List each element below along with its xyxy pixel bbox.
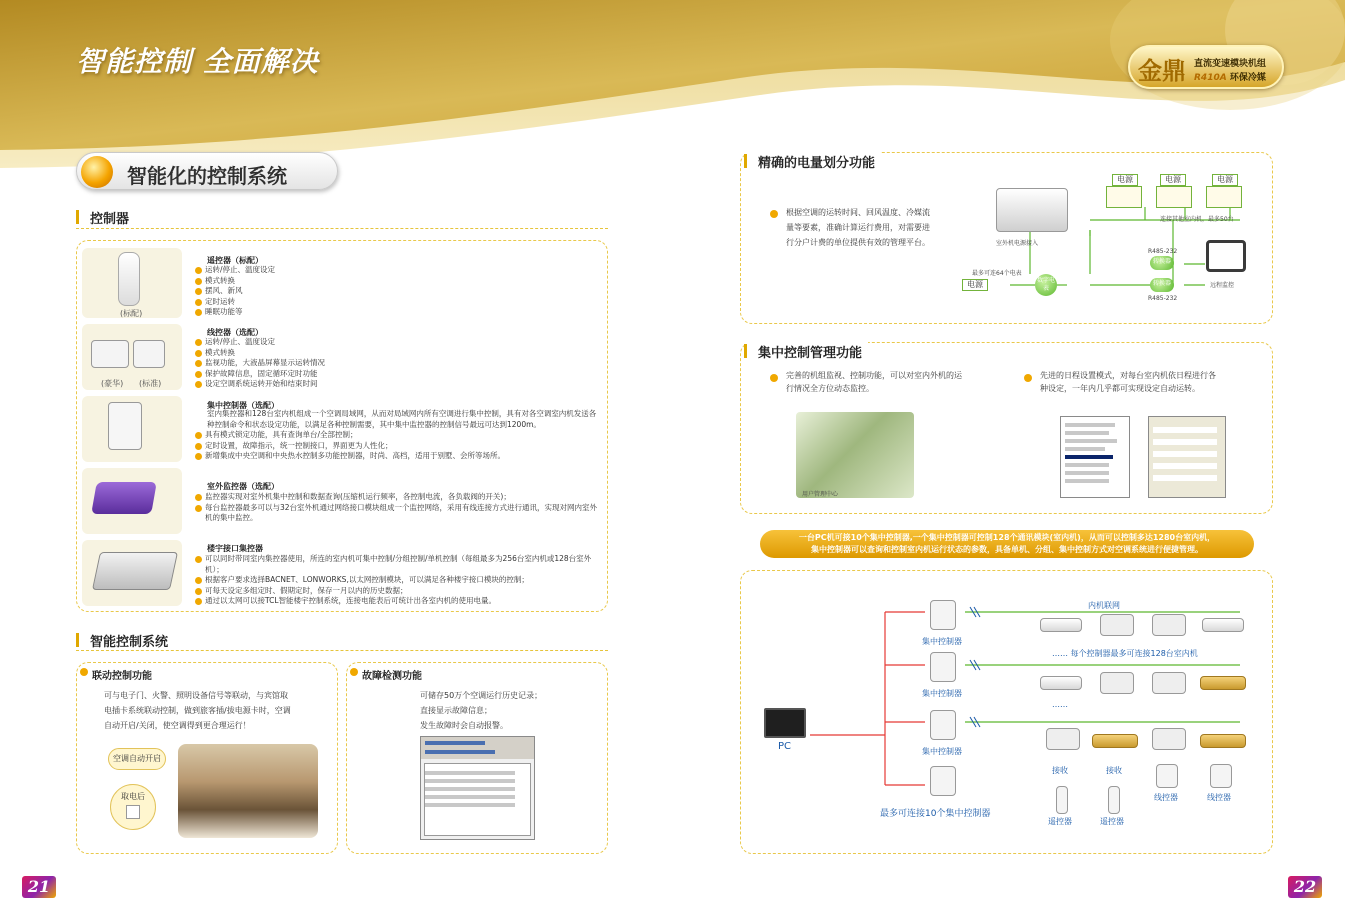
page-number-left: 21 <box>22 876 56 898</box>
indoor-unit-image <box>1152 672 1186 694</box>
fault-heading: 故障检测功能 <box>350 667 422 682</box>
per-controller-label: …… 每个控制器最多可连接128台室内机 <box>1052 649 1198 658</box>
indoor-unit-image <box>1152 728 1186 750</box>
list-item: 每台监控器最多可以与32台室外机通过网络接口模块组成一个监控网络，采用有线连接方式进行通讯，实现对网内室外机的集中监控。 <box>195 503 599 524</box>
item-title: 遥控器（标配） <box>207 256 263 265</box>
outdoor-unit-image <box>996 188 1068 232</box>
duct-unit-image <box>1092 734 1138 748</box>
central-controller-icon <box>930 710 956 740</box>
power-tag: 电源 <box>1160 174 1186 186</box>
converter-node: 转换器 <box>1150 278 1174 292</box>
remote-controller-image <box>118 252 140 306</box>
indoor-unit-image <box>1046 728 1080 750</box>
bullet-icon <box>770 210 778 218</box>
card-switch-bubble: 取电后 <box>110 784 156 830</box>
list-item: 模式转换 <box>195 348 595 359</box>
central-controller-label: 集中控制器 <box>922 637 962 646</box>
item-points <box>195 265 595 318</box>
monitor-icon <box>1206 240 1246 272</box>
list-item: 睡眠功能等 <box>195 307 595 318</box>
page-title: 智能化的控制系统 <box>127 164 287 188</box>
digital-meter-node: 数字电表 <box>1035 274 1057 296</box>
power-tag: 电源 <box>1112 174 1138 186</box>
list-item: 可每天设定多组定时、假期定时，保存一月以内的历史数据； <box>195 586 599 597</box>
item-title: 楼宇接口集控器 <box>207 544 263 553</box>
pc-label: PC <box>778 741 792 752</box>
building-illustration <box>796 412 914 498</box>
central-controller-label: 集中控制器 <box>922 747 962 756</box>
brand-mark: 金鼎 <box>1138 56 1186 85</box>
list-item: 运转/停止、温度设定 <box>195 265 595 276</box>
pc-laptop-icon <box>764 708 806 738</box>
smart-system-heading: 智能控制系统 <box>76 631 168 650</box>
central-controller-icon <box>930 766 956 796</box>
item-points <box>195 430 599 462</box>
building-interface-image <box>92 552 178 590</box>
divider <box>76 650 608 651</box>
list-item: 运转/停止、温度设定 <box>195 337 595 348</box>
wired-controller-deluxe-image <box>91 340 129 368</box>
brand-line2: R410A 环保冷媒 <box>1194 73 1266 83</box>
wired-controller-icon <box>1156 764 1178 788</box>
device-caption: (标准) <box>139 379 162 388</box>
remote-label: 遥控器 <box>1048 817 1072 826</box>
list-item: 根据客户要求选择BACNET、LONWORKS,以太网控制模块，可以满足各种楼宇接口模块的控制； <box>195 575 599 586</box>
list-item: 保护故障信息，固定循环定时功能 <box>195 369 595 380</box>
tree-view-screenshot <box>1060 416 1130 498</box>
list-item: 定时运转 <box>195 297 595 308</box>
power-tag: 电源 <box>1212 174 1238 186</box>
central-controller-icon <box>930 600 956 630</box>
indoor-unit-icon <box>1106 186 1142 208</box>
receive-label: 接收 <box>1052 766 1068 775</box>
list-item: 摆风、新风 <box>195 286 595 297</box>
page-number-right: 22 <box>1288 876 1322 898</box>
page-title-pill <box>76 152 338 190</box>
remote-label: 遥控器 <box>1100 817 1124 826</box>
device-caption: (豪华) <box>101 379 124 388</box>
item-title: 集中控制器（选配） <box>207 401 279 410</box>
power-tag: 电源 <box>962 279 988 291</box>
duct-unit-image <box>1200 676 1246 690</box>
list-item: 监视功能，大液晶屏幕显示运转情况 <box>195 358 595 369</box>
auto-on-bubble: 空调自动开启 <box>108 748 166 770</box>
wired-controller-standard-image <box>133 340 165 368</box>
user-center-label: 用户管理中心 <box>802 491 839 498</box>
controllers-heading: 控制器 <box>76 208 129 227</box>
list-item: 新增集成中央空调和中央热水控制多功能控制器，时尚、高档，适用于别墅、会所等场所。 <box>195 451 599 462</box>
item-title: 线控器（选配） <box>207 328 263 337</box>
indoor-unit-image <box>1100 672 1134 694</box>
item-points <box>195 337 595 390</box>
outdoor-caption: 室外机电源接入 <box>996 240 1039 247</box>
indoor-unit-image <box>1040 676 1082 690</box>
indoor-unit-image <box>1202 618 1244 632</box>
central-heading: 集中控制管理功能 <box>744 342 868 361</box>
indoor-unit-image <box>1040 618 1082 632</box>
hotel-room-photo <box>178 744 318 838</box>
item-points <box>195 554 599 607</box>
capacity-banner: 一台PC机可接10个集中控制器,一个集中控制器可控制128个通讯模块(室内机)，从而可以控制多达1280台室内机， 集中控制器可以查询和控制室内机运行状态的参数，具备单机、分组、集中控制方式对空调系统进行便捷管理。 <box>760 530 1254 558</box>
list-item: 具有模式锁定功能，具有查询单台/全部控制； <box>195 430 599 441</box>
wired-label: 线控器 <box>1207 793 1231 802</box>
connect-note: 连接其他室内机，最多50台 <box>1160 216 1234 223</box>
fault-text: 可储存50万个空调运行历史记录； 直接显示故障信息； 发生故障时会自动报警。 <box>420 691 543 730</box>
remote-controller-icon <box>1056 786 1068 814</box>
indoor-unit-image <box>1100 614 1134 636</box>
wired-controller-icon <box>1210 764 1232 788</box>
indoor-unit-icon <box>1206 186 1242 208</box>
bullet-icon <box>1024 374 1032 382</box>
dots-label: …… <box>1052 700 1068 709</box>
rs485-label: R485-232 <box>1148 295 1178 302</box>
slogan: 智能控制 全面解决 <box>76 45 319 78</box>
indoor-unit-icon <box>1156 186 1192 208</box>
remote-monitor-label: 远程监控 <box>1210 282 1235 289</box>
device-caption: (标配) <box>120 309 143 318</box>
network-lines <box>760 600 1260 840</box>
remote-controller-icon <box>1108 786 1120 814</box>
brand-logo <box>1128 45 1284 89</box>
converter-node: 转换器 <box>1150 256 1174 270</box>
outdoor-monitor-image <box>91 482 157 514</box>
receive-label: 接收 <box>1106 766 1122 775</box>
max-controllers-label: 最多可连接10个集中控制器 <box>880 809 991 819</box>
central-right-text: 先进的日程设置模式，对每台室内机依日程进行各 种设定，一年内几乎都可实现设定自动运转。 <box>1040 371 1216 393</box>
schedule-screenshot <box>1148 416 1226 498</box>
divider <box>76 228 608 229</box>
list-item: 设定空调系统运转开始和结束时间 <box>195 379 595 390</box>
rs485-label: R485-232 <box>1148 248 1178 255</box>
metering-heading: 精确的电量划分功能 <box>744 152 881 171</box>
item-points <box>195 492 599 524</box>
metering-text: 根据空调的运转时间、回风温度、冷媒流 量等要素，准确计算运行费用，对需要进 行分户计费的单位提供有效的管理平台。 <box>786 208 930 247</box>
linkage-heading: 联动控制功能 <box>80 667 152 682</box>
list-item: 定时设置，故障指示，统一控制接口，界面更为人性化； <box>195 441 599 452</box>
indoor-network-label: 内机联网 <box>1088 601 1120 610</box>
card-switch-icon <box>126 805 140 819</box>
orange-orb-icon <box>81 156 113 188</box>
item-title: 室外监控器（选配） <box>207 482 279 491</box>
central-left-text: 完善的机组监视、控制功能，可以对室内外机的运 行情况全方位动态监控。 <box>786 371 962 393</box>
bullet-icon <box>770 374 778 382</box>
central-controller-icon <box>930 652 956 682</box>
list-item: 可以同时带同室内集控器使用，所连的室内机可集中控制/分组控制/单机控制（每组最多为256台室内机或128台室外机）； <box>195 554 599 575</box>
brand-line1: 直流变速模块机组 <box>1194 59 1267 69</box>
item-description: 室内集控器和128台室内机组成一个空调局域网，从而对局域网内所有空调进行集中控制，具有对各空调室内机发送各种控制命令和状态设定功能，以满足各种控制需要，其中集中监控器的控制信号最远可达到1200m。 <box>207 409 597 429</box>
duct-unit-image <box>1200 734 1246 748</box>
fault-software-screenshot <box>420 736 535 840</box>
central-controller-image <box>108 402 142 450</box>
linkage-text: 可与电子门、火警、照明设备信号等联动，与宾馆取 电插卡系统联动控制，做到旅客插/拔电源卡时，空调 自动开启/关闭，使空调得到更合理运行！ <box>104 691 291 730</box>
meter-caption: 最多可连64个电表 <box>972 270 1022 277</box>
indoor-unit-image <box>1152 614 1186 636</box>
list-item: 通过以太网可以接TCL智能楼宇控制系统，连接电能表后可统计出各室内机的使用电量。 <box>195 596 599 607</box>
wired-label: 线控器 <box>1154 793 1178 802</box>
list-item: 监控器实现对室外机集中控制和数据查询(压缩机运行频率，各控制电流，各负载阀的开关)； <box>195 492 599 503</box>
list-item: 模式转换 <box>195 276 595 287</box>
central-controller-label: 集中控制器 <box>922 689 962 698</box>
